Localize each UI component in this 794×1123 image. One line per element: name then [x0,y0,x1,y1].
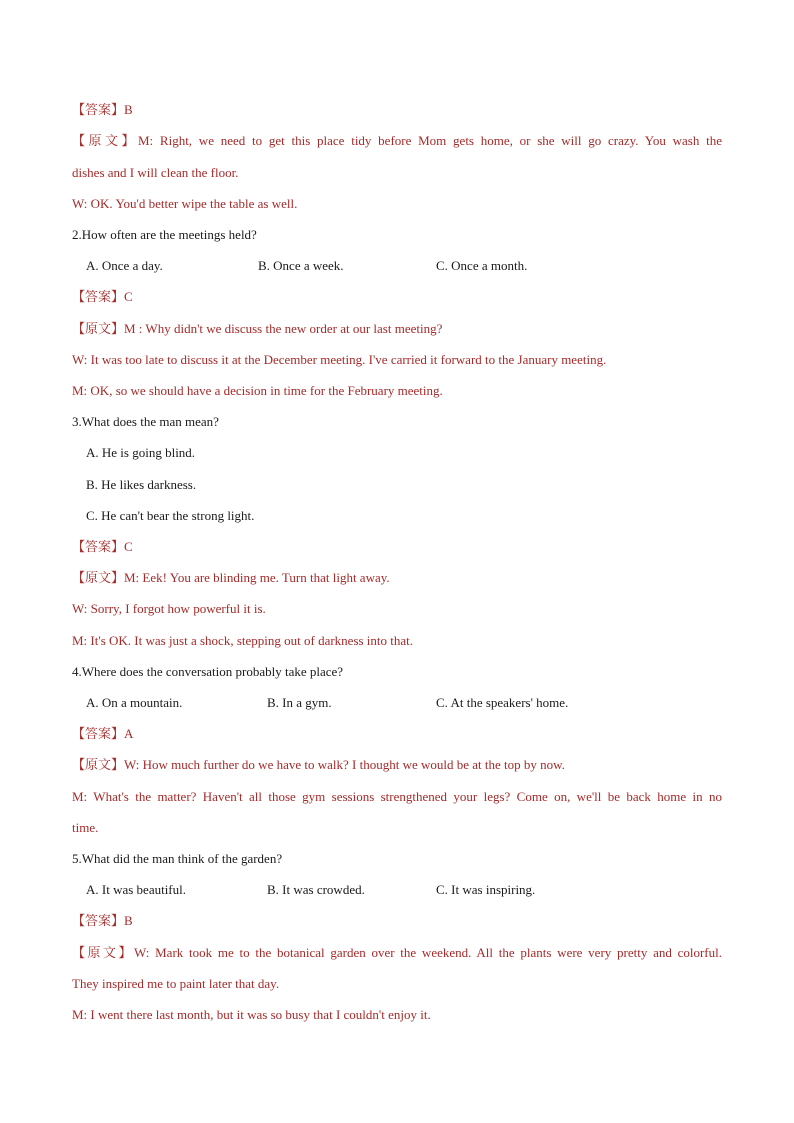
option-b-q3: B. He likes darkness. [86,477,197,492]
option-b-q4: B. In a gym. [267,695,332,710]
question-3: 3.What does the man mean? [72,414,219,429]
transcript-q1-line1: 【原文】M: Right, we need to get this place tidy before Mom gets home, or she will go crazy. You wash the [72,133,722,148]
answer-label-q5: 【答案】B [72,913,133,928]
option-c-q3: C. He can't bear the strong light. [86,508,255,523]
option-c-q5: C. It was inspiring. [436,882,536,897]
answer-label-q1: 【答案】B [72,102,133,117]
answer-label-q3: 【答案】C [72,539,133,554]
option-a-q4: A. On a mountain. [86,695,183,710]
transcript-q3-line3: M: It's OK. It was just a shock, stepping out of darkness into that. [72,633,414,648]
transcript-q1-line3: W: OK. You'd better wipe the table as well. [72,196,298,211]
transcript-q5-line1: 【原文】W: Mark took me to the botanical garden over the weekend. All the plants were very pretty and colorful. [72,945,722,960]
answer-label-q4: 【答案】A [72,726,134,741]
transcript-q2-line1: 【原文】M : Why didn't we discuss the new order at our last meeting? [72,321,443,336]
transcript-q3-line1: 【原文】M: Eek! You are blinding me. Turn that light away. [72,570,390,585]
question-5: 5.What did the man think of the garden? [72,851,283,866]
option-c-q2: C. Once a month. [436,258,528,273]
question-4: 4.Where does the conversation probably take place? [72,664,344,679]
option-c-q4: C. At the speakers' home. [436,695,569,710]
option-b-q2: B. Once a week. [258,258,344,273]
transcript-q2-line3: M: OK, so we should have a decision in time for the February meeting. [72,383,443,398]
option-a-q5: A. It was beautiful. [86,882,187,897]
options-q4 [86,695,726,711]
transcript-q4-line1: 【原文】W: How much further do we have to walk? I thought we would be at the top by now. [72,757,565,772]
transcript-q5-line2: They inspired me to paint later that day. [72,976,280,991]
transcript-q4-line2: M: What's the matter? Haven't all those gym sessions strengthened your legs? Come on, we'll be back home in no [72,789,722,804]
transcript-q1-line2: dishes and I will clean the floor. [72,165,239,180]
transcript-q3-line2: W: Sorry, I forgot how powerful it is. [72,601,266,616]
transcript-q4-line3: time. [72,820,99,835]
answer-label-q2: 【答案】C [72,289,133,304]
option-a-q3: A. He is going blind. [86,445,196,460]
option-a-q2: A. Once a day. [86,258,163,273]
options-q5 [86,882,726,898]
transcript-q5-line3: M: I went there last month, but it was so busy that I couldn't enjoy it. [72,1007,431,1022]
option-b-q5: B. It was crowded. [267,882,365,897]
options-q2 [86,258,726,274]
transcript-q2-line2: W: It was too late to discuss it at the December meeting. I've carried it forward to the January meeting. [72,352,607,367]
question-2: 2.How often are the meetings held? [72,227,257,242]
